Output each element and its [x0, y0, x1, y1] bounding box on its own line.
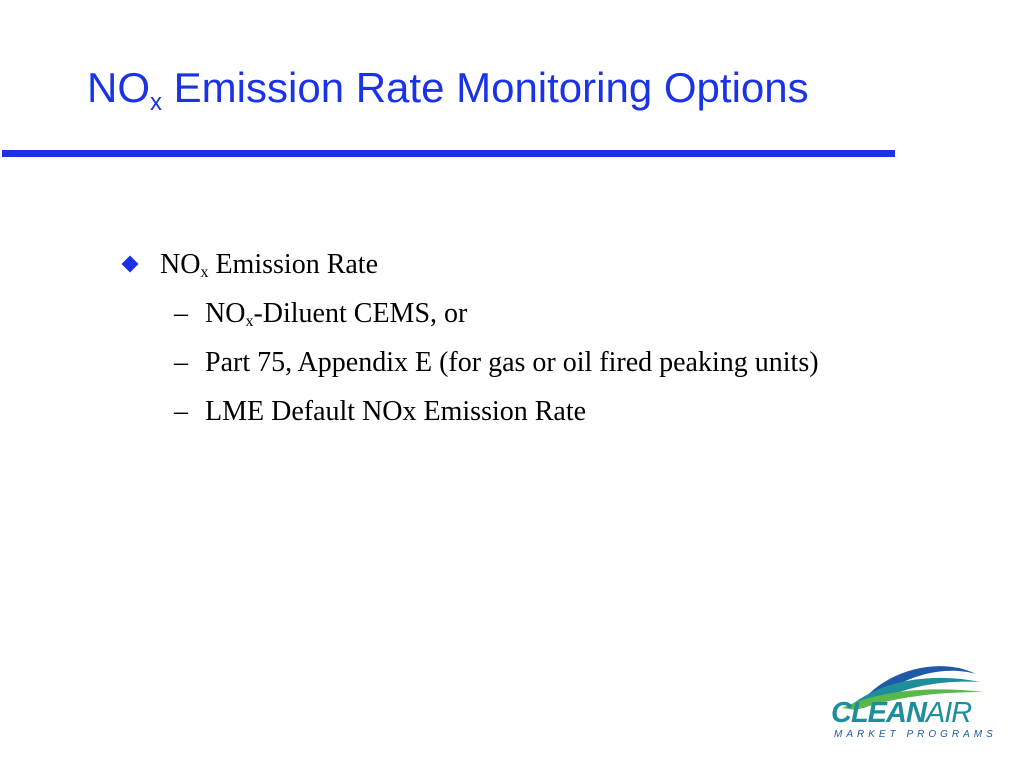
- title-subscript: x: [150, 89, 162, 116]
- logo-tagline: MARKET PROGRAMS: [834, 729, 997, 740]
- bullet-rest: Emission Rate: [208, 249, 378, 280]
- sub-item-diluent-cems: [174, 297, 467, 331]
- slide-title: [87, 62, 809, 114]
- bullet-item: [160, 248, 378, 282]
- bullet-subscript: x: [200, 264, 209, 281]
- title-underline: [2, 150, 895, 157]
- logo-word-clean: CLEAN: [831, 697, 926, 729]
- logo-word-air: AIR: [925, 697, 972, 729]
- sub-item-text: LME Default NOx Emission Rate: [205, 396, 587, 427]
- dash-icon: –: [174, 347, 188, 378]
- title-prefix: NO: [87, 64, 150, 111]
- sub-item-text: Part 75, Appendix E (for gas or oil fired peaking units): [205, 347, 819, 378]
- sub-item-appendix-e: [174, 346, 819, 380]
- diamond-bullet-icon: [122, 256, 139, 273]
- sub-item-rest: -Diluent CEMS, or: [253, 298, 468, 329]
- dash-icon: –: [174, 298, 188, 329]
- sub-item-lme-default: [174, 395, 586, 429]
- bullet-prefix: NO: [160, 249, 201, 280]
- dash-icon: –: [174, 396, 188, 427]
- sub-item-prefix: NO: [205, 298, 246, 329]
- logo-wordmark: [831, 697, 971, 730]
- sub-item-subscript: x: [245, 313, 254, 330]
- title-rest: Emission Rate Monitoring Options: [162, 64, 809, 111]
